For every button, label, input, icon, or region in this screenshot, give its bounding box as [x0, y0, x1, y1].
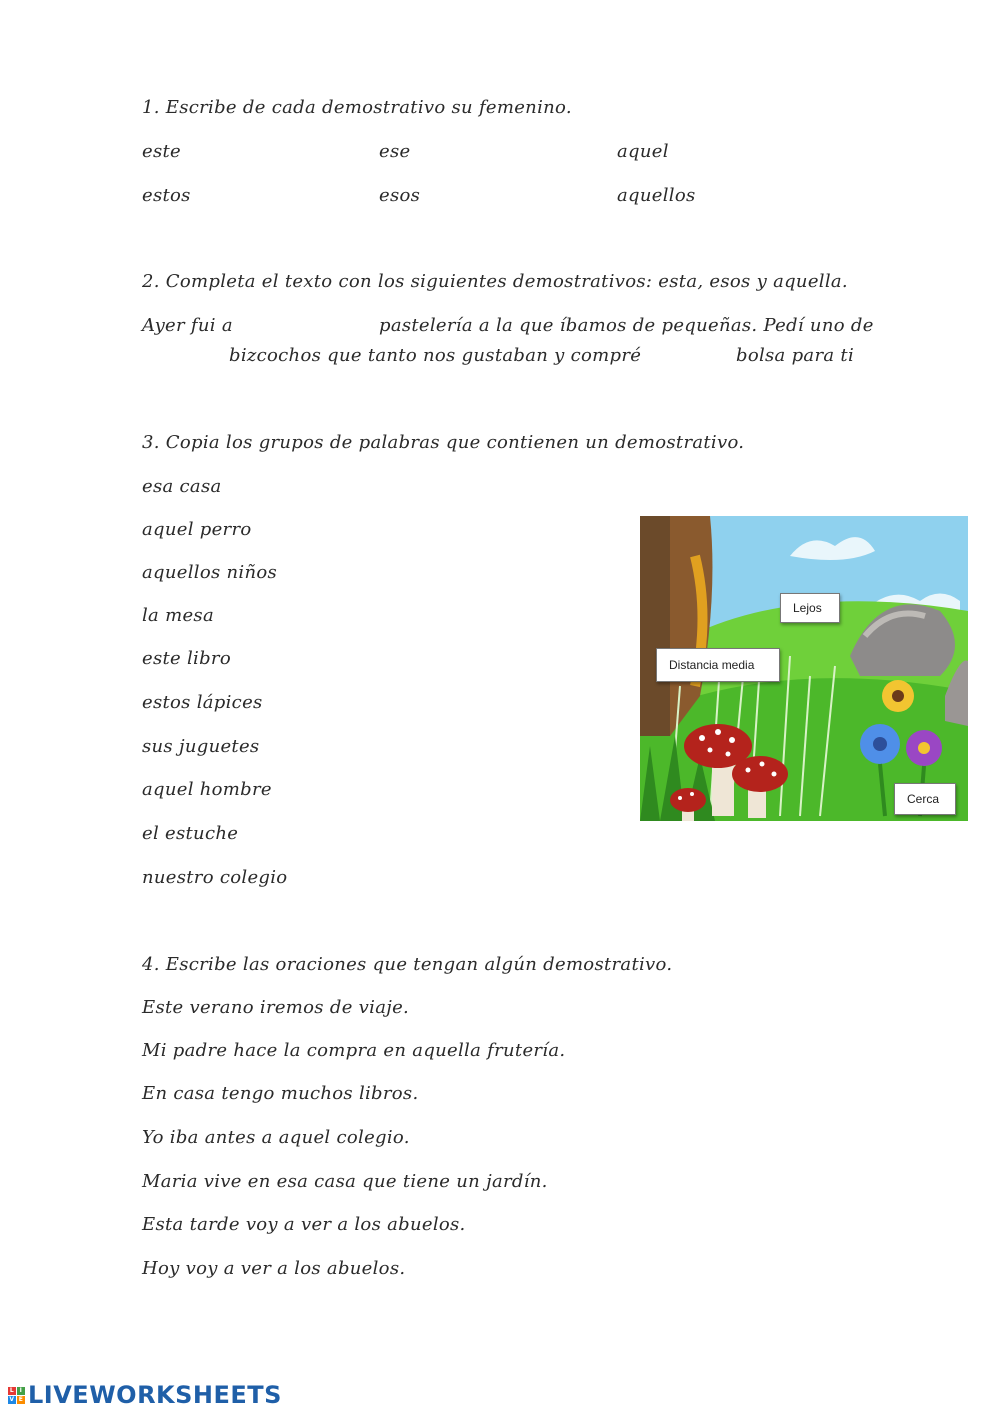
sentence-item: Hoy voy a ver a los abuelos.	[142, 1258, 406, 1279]
list-item: estos lápices	[142, 692, 263, 713]
label-medium: Distancia media	[656, 648, 780, 682]
exercise-1-title: 1. Escribe de cada demostrativo su femenino.	[142, 97, 572, 118]
sentence-item: Esta tarde voy a ver a los abuelos.	[142, 1214, 466, 1235]
sentence-item: Mi padre hace la compra en aquella frutería.	[142, 1040, 566, 1061]
word-aquellos: aquellos	[617, 185, 696, 206]
sentence-item: Maria vive en esa casa que tiene un jardín.	[142, 1171, 548, 1192]
exercise-4-title: 4. Escribe las oraciones que tengan algún demostrativo.	[142, 954, 673, 975]
logo-mark-icon: L I V E	[9, 1386, 24, 1403]
logo-text: LIVEWORKSHEETS	[28, 1381, 282, 1409]
list-item: nuestro colegio	[142, 867, 288, 888]
list-item: aquel perro	[142, 519, 252, 540]
word-este: este	[142, 141, 181, 162]
text-line-2a: bizcochos que tanto nos gustaban y compré	[229, 345, 642, 366]
answer-aquellos-input[interactable]	[700, 184, 854, 208]
copy-answer-area[interactable]	[300, 476, 604, 888]
text-line-1a: Ayer fui a	[142, 315, 233, 336]
list-item: aquel hombre	[142, 779, 272, 800]
list-item: aquellos niños	[142, 562, 278, 583]
blank-3-input[interactable]	[632, 344, 734, 368]
sentence-item: Este verano iremos de viaje.	[142, 997, 410, 1018]
list-item: sus juguetes	[142, 736, 260, 757]
list-item: la mesa	[142, 605, 214, 626]
word-ese: ese	[379, 141, 411, 162]
distance-illustration	[640, 516, 968, 821]
label-near: Cerca	[894, 783, 956, 815]
list-item: el estuche	[142, 823, 239, 844]
answer-este-input[interactable]	[205, 140, 359, 164]
answer-aquel-input[interactable]	[680, 140, 844, 164]
sentence-item: Yo iba antes a aquel colegio.	[142, 1127, 410, 1148]
answer-estos-input[interactable]	[205, 184, 359, 208]
word-esos: esos	[379, 185, 421, 206]
sentences-answer-area[interactable]	[580, 997, 964, 1289]
sentence-item: En casa tengo muchos libros.	[142, 1083, 419, 1104]
list-item: este libro	[142, 648, 231, 669]
exercise-2-title: 2. Completa el texto con los siguientes demostrativos: esta, esos y aquella.	[142, 271, 848, 292]
exercise-3-title: 3. Copia los grupos de palabras que contienen un demostrativo.	[142, 432, 745, 453]
answer-esos-input[interactable]	[430, 184, 594, 208]
text-line-1b: pastelería a la que íbamos de pequeñas. Pedí uno de	[379, 315, 874, 336]
word-aquel: aquel	[617, 141, 669, 162]
blank-1-input[interactable]	[240, 314, 374, 338]
liveworksheets-logo	[8, 1381, 282, 1409]
answer-ese-input[interactable]	[430, 140, 594, 164]
label-far: Lejos	[780, 593, 840, 623]
word-estos: estos	[142, 185, 191, 206]
blank-2-input[interactable]	[142, 345, 226, 369]
text-line-2b: bolsa para ti	[736, 345, 855, 366]
list-item: esa casa	[142, 476, 222, 497]
